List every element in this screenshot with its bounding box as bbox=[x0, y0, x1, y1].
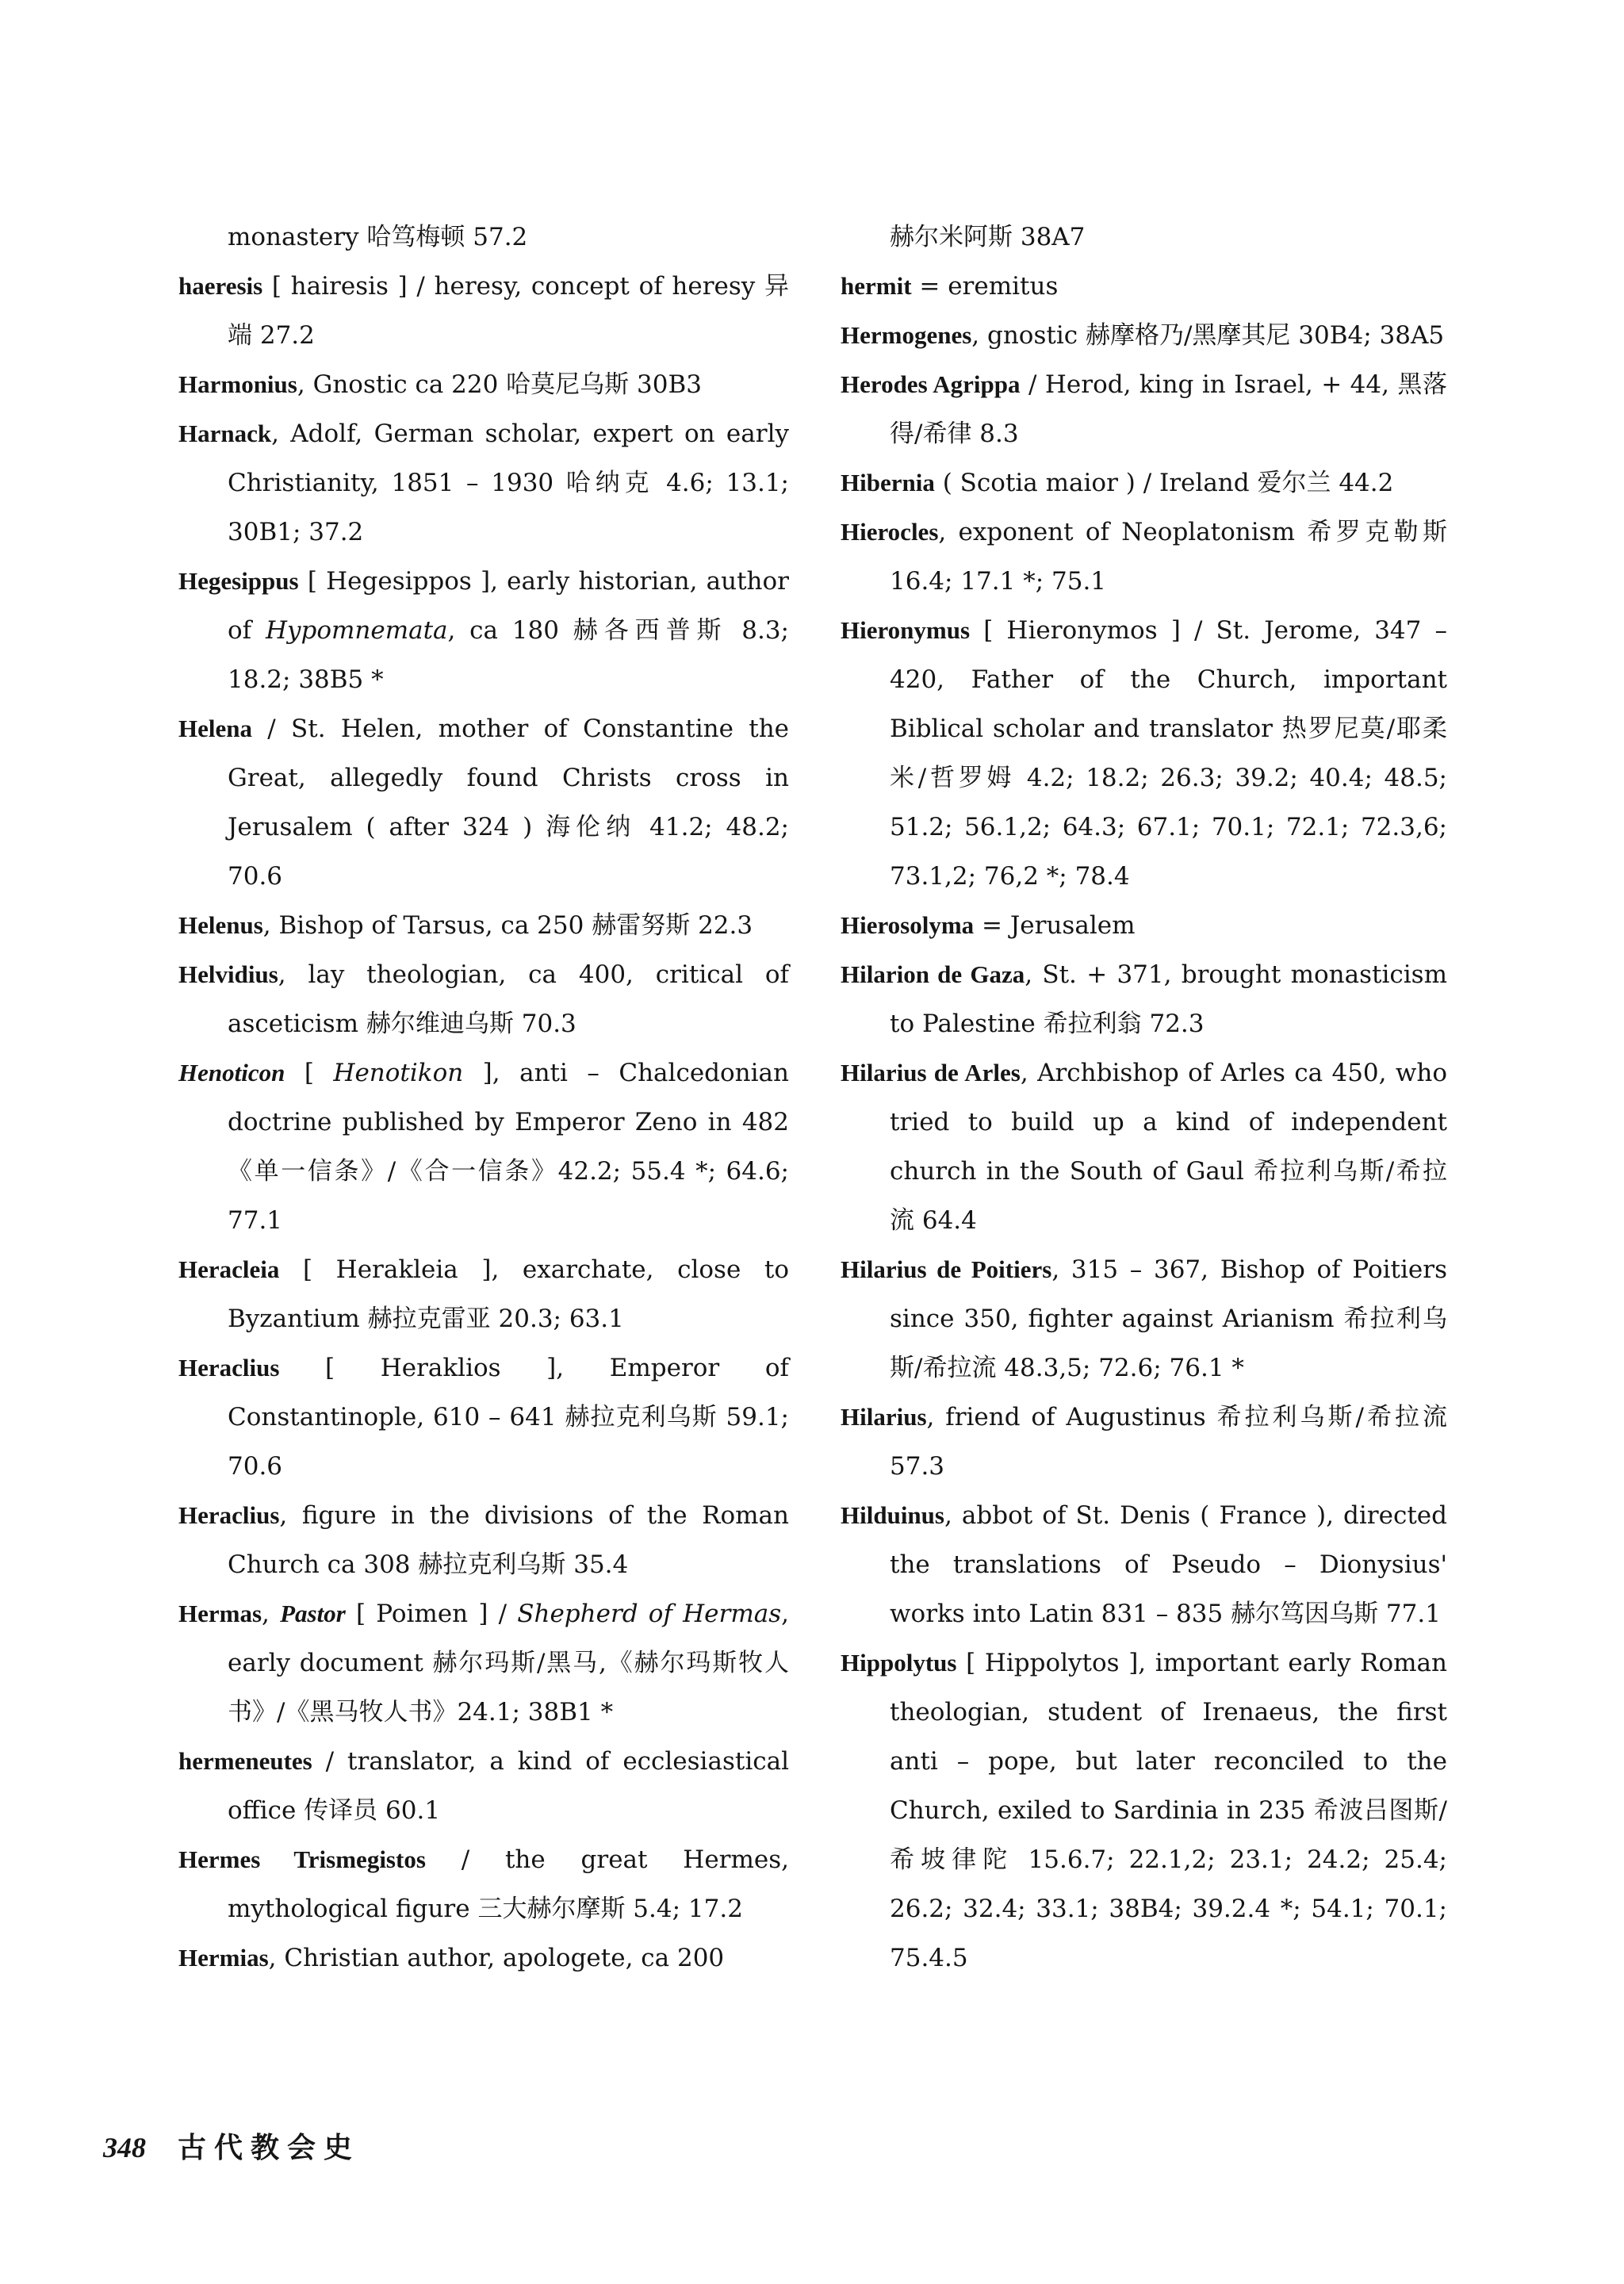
entry-headword: Henoticon bbox=[178, 1059, 285, 1086]
entry-text: / St. Helen, mother of Constantine the Great, allegedly found Christs cross in Jerusalem ( after 324 ) 海伦纳 41.2; 48.2; 70.6 bbox=[228, 715, 789, 891]
entry-text: , gnostic 赫摩格乃/黑摩其尼 30B4; 38A5 bbox=[971, 321, 1445, 350]
index-column-right bbox=[841, 213, 1447, 1983]
index-entry bbox=[841, 950, 1447, 1048]
index-entry bbox=[178, 1343, 789, 1491]
index-entry bbox=[178, 704, 789, 901]
entry-headword: Hermes Trismegistos bbox=[178, 1845, 426, 1873]
entry-text: [ Heraklios ], Emperor of Constantinople, 610 – 641 赫拉克利乌斯 59.1; 70.6 bbox=[228, 1354, 789, 1481]
entry-text: , friend of Augustinus 希拉利乌斯/希拉流 57.3 bbox=[890, 1403, 1447, 1481]
entry-text: , Christian author, apologete, ca 200 bbox=[268, 1944, 725, 1972]
entry-text: , figure in the divisions of the Roman Church ca 308 赫拉克利乌斯 35.4 bbox=[228, 1501, 789, 1579]
index-entry bbox=[841, 213, 1447, 262]
entry-text: / Herod, king in Israel, + 44, 黑落得/希律 8.3 bbox=[890, 370, 1447, 448]
index-entry bbox=[841, 901, 1447, 950]
entry-title-italic: Hypomnemata bbox=[265, 616, 448, 645]
index-entry bbox=[841, 1245, 1447, 1393]
entry-text: , ca 180 赫各西普斯 8.3; 18.2; 38B5 * bbox=[228, 616, 789, 694]
entry-headword: Hippolytus bbox=[841, 1649, 957, 1677]
page-number: 348 bbox=[103, 2132, 146, 2163]
entry-headword: Hermas bbox=[178, 1600, 262, 1627]
entry-headword: Hilarius bbox=[841, 1403, 927, 1431]
index-column-left bbox=[178, 213, 789, 1983]
entry-headword: haeresis bbox=[178, 272, 263, 300]
entry-text: ( Scotia maior ) / Ireland 爱尔兰 44.2 bbox=[934, 469, 1394, 497]
index-entry bbox=[178, 1933, 789, 1983]
entry-headword: Harnack bbox=[178, 420, 272, 447]
entry-headword: Heracleia bbox=[178, 1255, 280, 1283]
entry-text: / the great Hermes, mythological figure 三大赫尔摩斯 5.4; 17.2 bbox=[228, 1845, 789, 1923]
entry-text: , Archbishop of Arles ca 450, who tried to build up a kind of independent church in the South of Gaul 希拉利乌斯/希拉流 64.4 bbox=[890, 1059, 1447, 1235]
index-entry bbox=[178, 213, 789, 262]
entry-headword: Heraclius bbox=[178, 1354, 280, 1382]
entry-headword: Helvidius bbox=[178, 960, 278, 988]
entry-title-italic: Shepherd of Hermas bbox=[517, 1600, 782, 1628]
entry-headword: Helena bbox=[178, 715, 252, 742]
entry-text: , early document 赫尔玛斯/黑马,《赫尔玛斯牧人书》/《黑马牧人书》24.1; 38B1 * bbox=[228, 1600, 789, 1726]
entry-headword: Hibernia bbox=[841, 469, 935, 496]
index-entry bbox=[178, 1737, 789, 1835]
index-entry bbox=[841, 262, 1447, 311]
entry-text: [ Hieronymos ] / St. Jerome, 347 – 420, Father of the Church, important Biblical scholar and translator 热罗尼莫/耶柔米/哲罗姆 4.2; 18.2; 26.3; 39.2; 40.4; 48.5; 51.2; 56.1,2; 64.3; 67.1; 70.1; 72.1; 72.3,6; 73.1,2; 76,2 *; 78.4 bbox=[890, 616, 1447, 891]
index-entry bbox=[841, 606, 1447, 901]
entry-text: , Bishop of Tarsus, ca 250 赫雷努斯 22.3 bbox=[262, 911, 753, 940]
index-entry bbox=[178, 901, 789, 950]
entry-headword: Hegesippus bbox=[178, 567, 299, 595]
entry-headword: Herodes Agrippa bbox=[841, 370, 1021, 398]
entry-text: , St. + 371, brought monasticism to Palestine 希拉利翁 72.3 bbox=[890, 960, 1447, 1038]
entry-text: , Gnostic ca 220 哈莫尼乌斯 30B3 bbox=[297, 370, 702, 399]
entry-text: = eremitus bbox=[911, 272, 1059, 301]
entry-headword: Hilarius de Arles bbox=[841, 1059, 1021, 1086]
entry-text: [ Hegesippos ], early historian, author of bbox=[228, 567, 789, 645]
entry-text: , bbox=[262, 1600, 281, 1628]
book-title: 古代教会史 bbox=[178, 2131, 361, 2164]
entry-text: [ Hippolytos ], important early Roman theologian, student of Irenaeus, the first anti – pope, but later reconciled to the Church, exiled to Sardinia in 235 希波吕图斯/希坡律陀 15.6.7; 22.1,2; 23.1; 24.2; 25.4; 26.2; 32.4; 33.1; 38B4; 39.2.4 *; 54.1; 70.1; 75.4.5 bbox=[890, 1649, 1447, 1972]
entry-headword: Hilarius de Poitiers bbox=[841, 1255, 1052, 1283]
index-entry bbox=[841, 1491, 1447, 1638]
entry-text: , 315 – 367, Bishop of Poitiers since 350, fighter against Arianism 希拉利乌斯/希拉流 48.3,5; 72.6; 76.1 * bbox=[890, 1255, 1447, 1382]
entry-text: , exponent of Neoplatonism 希罗克勒斯 16.4; 17.1 *; 75.1 bbox=[890, 518, 1447, 596]
index-entry bbox=[841, 1393, 1447, 1491]
index-entry bbox=[178, 360, 789, 409]
entry-headword: Hieronymus bbox=[841, 616, 971, 644]
index-entry bbox=[178, 1245, 789, 1343]
entry-headword: Heraclius bbox=[178, 1501, 280, 1529]
entry-headword: Hierocles bbox=[841, 518, 939, 546]
entry-headword: hermit bbox=[841, 272, 912, 300]
entry-title-italic: Henotikon bbox=[333, 1059, 464, 1087]
entry-text: ], anti – Chalcedonian doctrine published by Emperor Zeno in 482 《单一信条》/《合一信条》42.2; 55.4 *; 64.6; 77.1 bbox=[228, 1059, 789, 1235]
index-entry bbox=[178, 262, 789, 360]
index-entry bbox=[178, 1491, 789, 1589]
page-footer bbox=[103, 2125, 360, 2166]
entry-text: , lay theologian, ca 400, critical of asceticism 赫尔维迪乌斯 70.3 bbox=[228, 960, 789, 1038]
index-entry bbox=[178, 1589, 789, 1737]
index-entry bbox=[841, 360, 1447, 458]
entry-headword: Hilarion de Gaza bbox=[841, 960, 1025, 988]
index-entry bbox=[178, 950, 789, 1048]
entry-text: , Adolf, German scholar, expert on early Christianity, 1851 – 1930 哈纳克 4.6; 13.1; 30B1; 37.2 bbox=[228, 420, 789, 546]
entry-text: = Jerusalem bbox=[974, 911, 1136, 940]
index-entry bbox=[841, 1638, 1447, 1983]
entry-headword: hermeneutes bbox=[178, 1747, 312, 1775]
entry-text: [ bbox=[285, 1059, 334, 1087]
index-entry bbox=[841, 508, 1447, 606]
index-entry bbox=[178, 1048, 789, 1245]
index-entry bbox=[178, 409, 789, 557]
entry-headword: Hermogenes bbox=[841, 321, 972, 349]
index-entry bbox=[841, 311, 1447, 360]
entry-title-bold-italic: Pastor bbox=[280, 1600, 346, 1627]
entry-headword: Hierosolyma bbox=[841, 911, 975, 939]
entry-text: [ Poimen ] / bbox=[345, 1600, 518, 1628]
entry-text: , abbot of St. Denis ( France ), directed the translations of Pseudo – Dionysius' works into Latin 831 – 835 赫尔笃因乌斯 77.1 bbox=[890, 1501, 1447, 1628]
entry-text: [ Herakleia ], exarchate, close to Byzantium 赫拉克雷亚 20.3; 63.1 bbox=[228, 1255, 789, 1333]
index-entry bbox=[178, 557, 789, 704]
entry-text: [ hairesis ] / heresy, concept of heresy 异端 27.2 bbox=[228, 272, 789, 350]
index-entry bbox=[178, 1835, 789, 1933]
entry-headword: Harmonius bbox=[178, 370, 297, 398]
entry-headword: Hermias bbox=[178, 1944, 269, 1972]
entry-headword: Helenus bbox=[178, 911, 263, 939]
index-entry bbox=[841, 1048, 1447, 1245]
entry-text: monastery 哈笃梅顿 57.2 bbox=[228, 223, 528, 251]
index-entry bbox=[841, 458, 1447, 508]
entry-text: 赫尔米阿斯 38A7 bbox=[890, 223, 1086, 251]
entry-text: / translator, a kind of ecclesiastical office 传译员 60.1 bbox=[228, 1747, 789, 1825]
entry-headword: Hilduinus bbox=[841, 1501, 944, 1529]
